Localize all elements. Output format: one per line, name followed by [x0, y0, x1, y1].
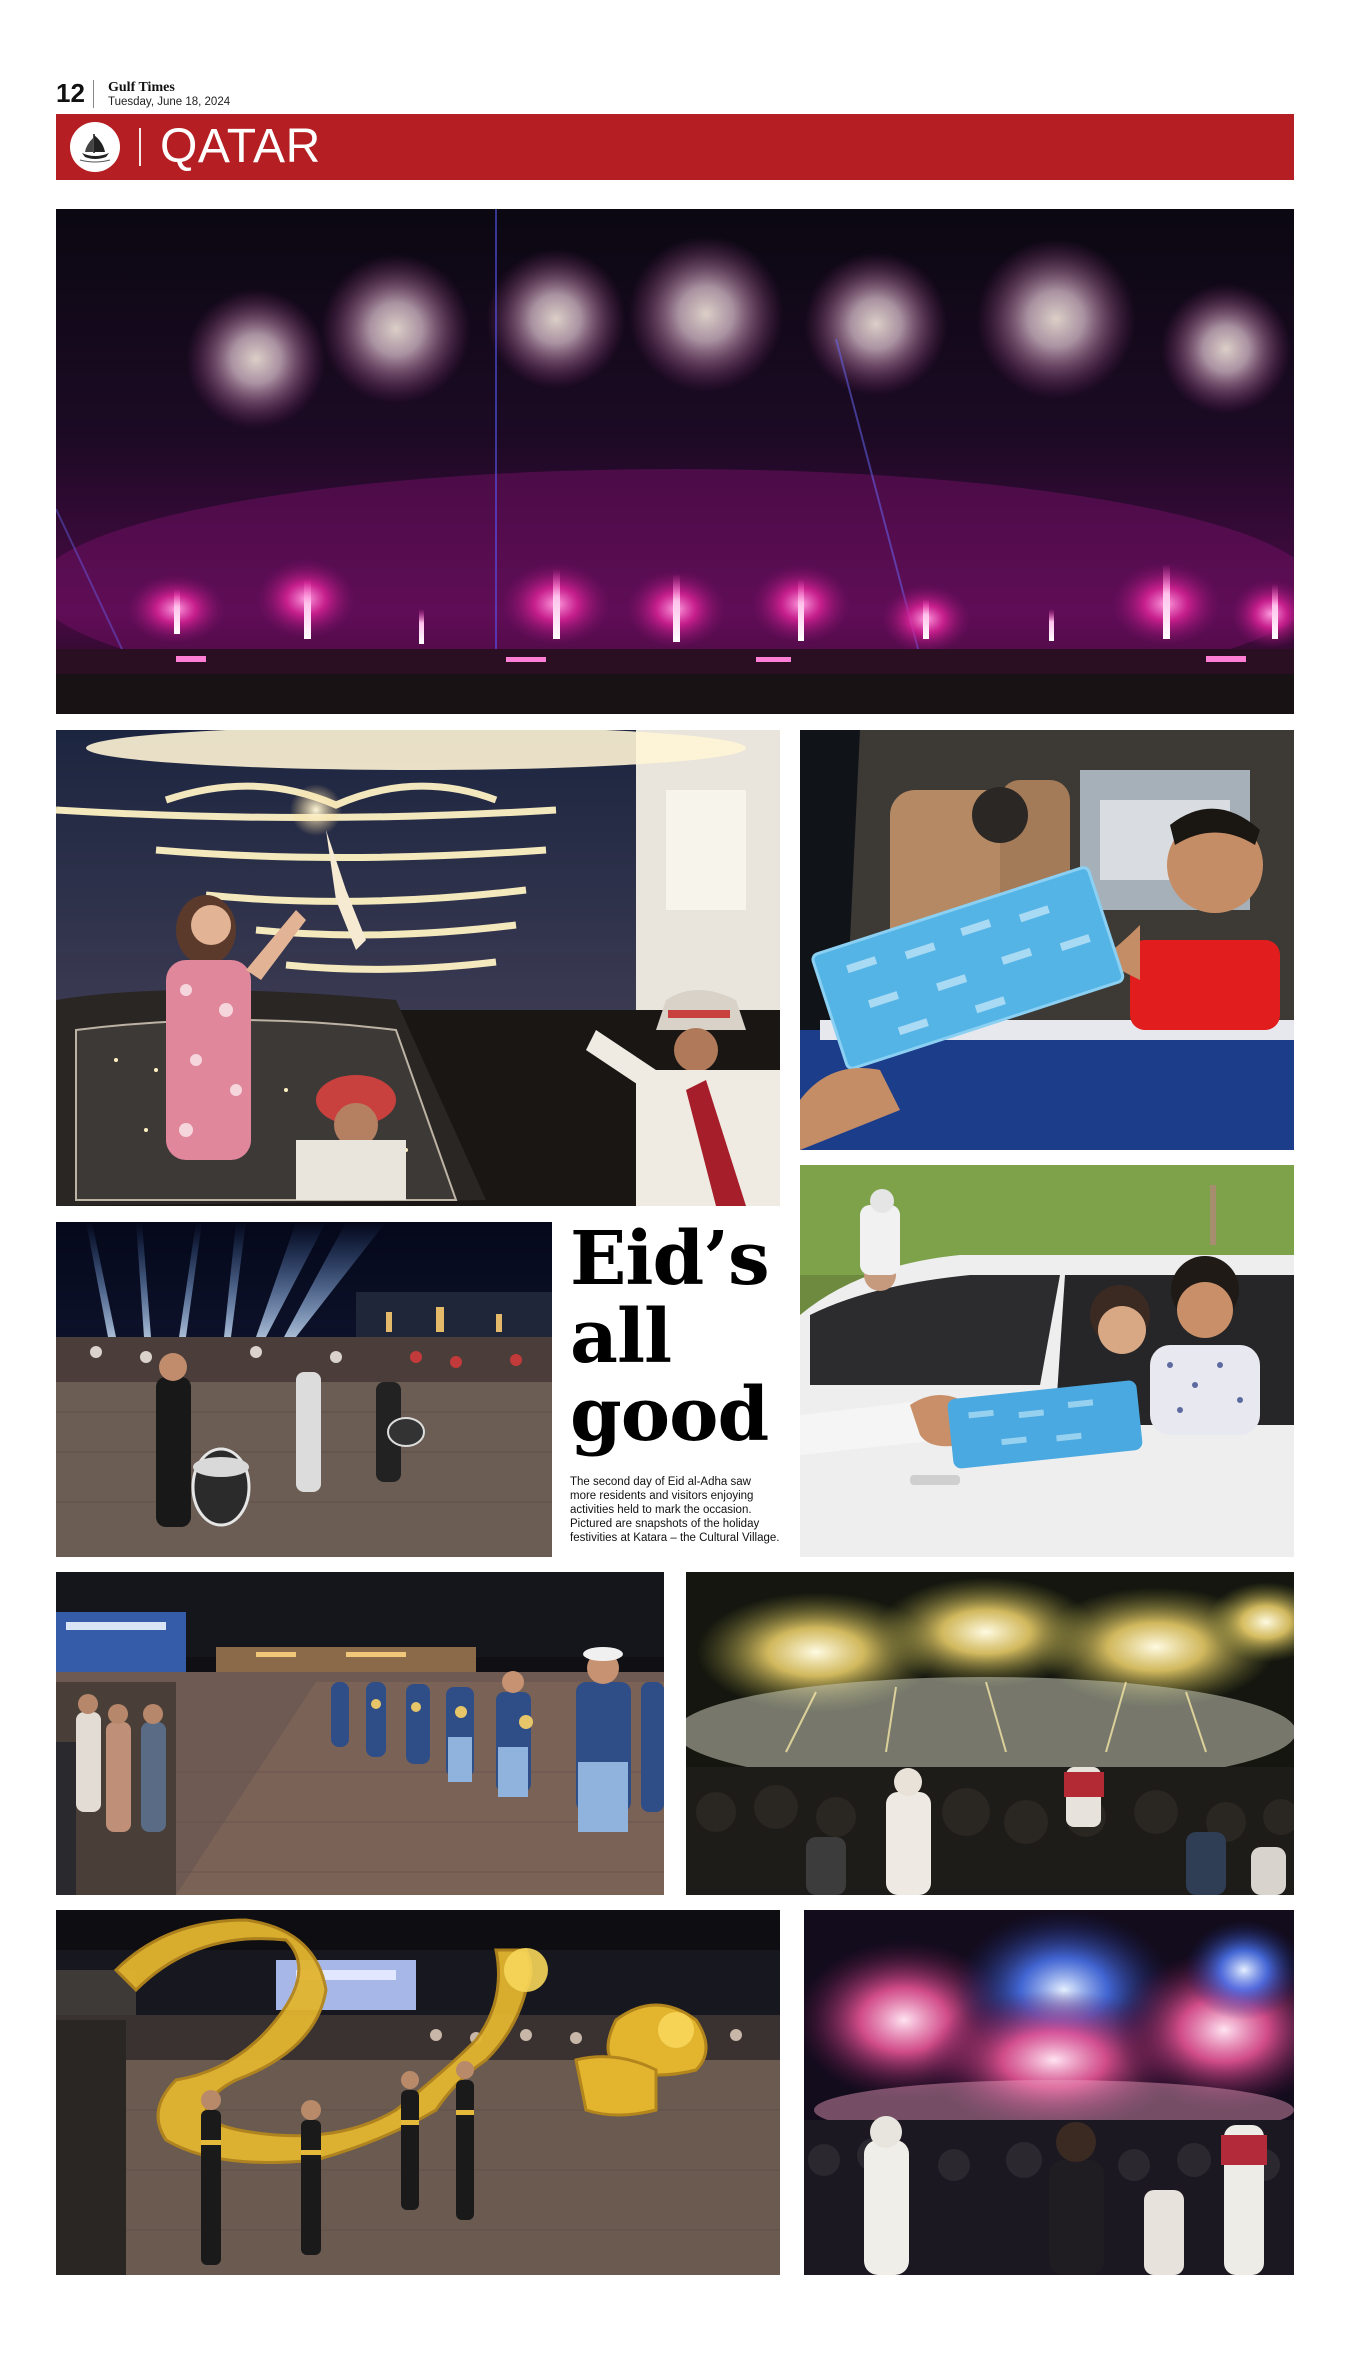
headline-line: good — [570, 1372, 769, 1458]
golden-fireworks-crowd-photo — [686, 1572, 1294, 1895]
girl-sunroof-photo — [56, 730, 780, 1206]
headline-line: all — [570, 1294, 672, 1380]
drummers-night-photo — [56, 1222, 552, 1557]
headline-line: Eid’s — [570, 1216, 769, 1302]
children-white-car-photo — [800, 1165, 1294, 1557]
boy-receiving-gift-photo — [800, 730, 1294, 1150]
dhow-boat-icon — [70, 122, 120, 172]
story-headline — [570, 1216, 790, 1458]
folio-divider — [93, 80, 94, 108]
publication-date: Tuesday, June 18, 2024 — [108, 96, 231, 108]
page-number: 12 — [56, 78, 85, 108]
fireworks-panorama-photo — [56, 209, 1294, 714]
story-caption: The second day of Eid al-Adha saw more residents and visitors enjoying activities held to mark the occasion. Pictured are snapshots of the holiday festivities at Katara – the Cultural Village. — [570, 1476, 780, 1544]
section-title: QATAR — [160, 120, 321, 173]
marching-band-photo — [56, 1572, 664, 1895]
colorful-fireworks-crowd-photo — [804, 1910, 1294, 2275]
golden-dragon-dance-photo — [56, 1910, 780, 2275]
publication-name: Gulf Times — [108, 80, 175, 95]
section-divider — [139, 128, 141, 166]
